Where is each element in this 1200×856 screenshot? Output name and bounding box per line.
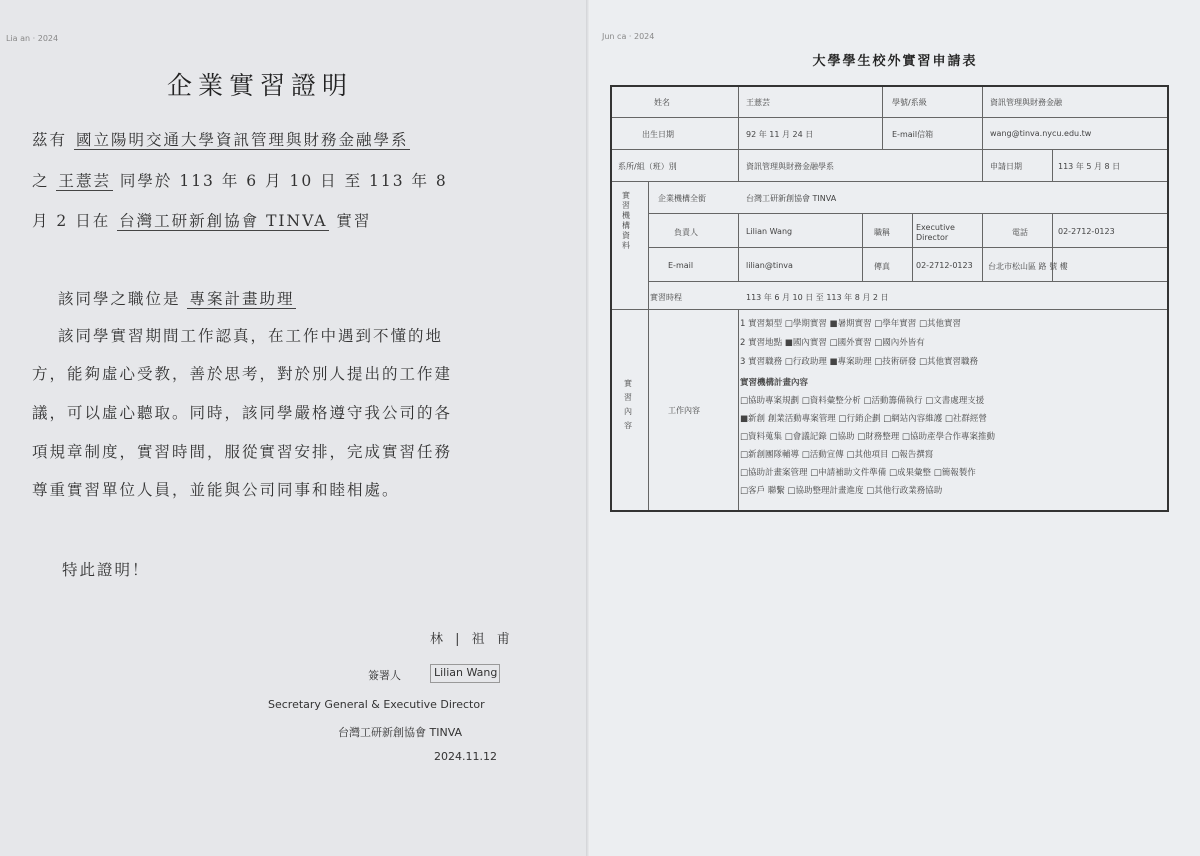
organization-name: 台灣工研新創協會 TINVA [119,212,328,230]
body-line-6: 方，能夠虛心受教，善於思考，對於別人提出的工作建 [32,365,453,383]
student-id-label: 學號/系級 [892,98,927,107]
text: 實習 [336,212,372,230]
email-label: E-mail信箱 [892,130,934,139]
content-item: □資料蒐集 □會議記錄 □協助 □財務整理 □協助產學合作專案推動 [740,432,995,442]
unit-section-label: 實習機構資料 [622,191,630,250]
content-item: □新創團隊輔導 □活動宣傳 □其他項目 □報告撰寫 [740,450,934,460]
certificate-page [0,0,590,856]
closing-text: 特此證明！ [62,561,150,579]
mail-label: E-mail [668,261,694,270]
dept-label: 系所/組（班）別 [618,162,677,171]
address-value: 台北市松山區 路 號 樓 [988,262,1068,271]
body-line-2 [32,169,502,191]
content-item: 2 實習地點 ■國內實習 □國外實習 □國內外皆有 [740,338,925,348]
body-line-5: 該同學實習期間工作認真，在工作中遇到不懂的地 [58,327,444,345]
birth-label: 出生日期 [642,130,674,139]
content-item: □客戶 聯繫 □協助整理計畫進度 □其他行政業務協助 [740,486,943,496]
corner-note: Jun ca · 2024 [602,32,655,41]
dept-value: 資訊管理與財務金融學系 [746,162,834,171]
org-label: 企業機構全銜 [658,194,706,203]
body-line-3 [32,209,502,231]
student-id-value: 資訊管理與財務金融 [990,98,1062,107]
text: 月 2 日在 [32,212,111,230]
signer-label: 簽署人 [368,669,401,682]
content-item: 實習機構計畫內容 [740,378,809,388]
signer-title: Secretary General & Executive Director [268,698,485,711]
signer-organization: 台灣工研新創協會 TINVA [338,726,463,739]
content-item: □協助專案規劃 □資料彙整分析 □活動籌備執行 □文書處理支援 [740,396,985,406]
school-name: 國立陽明交通大學資訊管理與財務金融學系 [75,131,409,149]
content-item: □協助計畫案管理 □申請補助文件準備 □成果彙整 □簡報製作 [740,468,976,478]
content-item: 3 實習職務 □行政助理 ■專案助理 □技術研發 □其他實習職務 [740,357,979,367]
apply-date-label: 申請日期 [990,162,1022,171]
contact-label: 負責人 [674,228,698,237]
signature-date: 2024.11.12 [434,750,497,763]
signer-name: Lilian Wang [434,666,498,679]
body-line-7: 議，可以虛心聽取。同時，該同學嚴格遵守我公司的各 [32,404,453,422]
text: 之 [32,172,50,190]
position-title: 專案計畫助理 [189,290,295,308]
form-title: 大學學生校外實習申請表 [812,54,978,69]
corner-note: Lia an · 2024 [6,34,59,43]
org-value: 台灣工研新創協會 TINVA [746,194,837,203]
content-item: 1 實習類型 □學期實習 ■暑期實習 □學年實習 □其他實習 [740,319,962,329]
body-line-9: 尊重實習單位人員，並能與公司同事和睦相處。 [32,481,400,499]
content-item: ■新創 創業活動專案管理 □行銷企劃 □網站內容維護 □社群經營 [740,414,987,424]
period-value: 113 年 6 月 10 日 至 113 年 8 月 2 日 [746,293,889,302]
content-section-label: 實習內容 [624,379,632,430]
internship-dates: 同學於 113 年 6 月 10 日 至 113 年 8 [119,172,448,190]
email-value: wang@tinva.nycu.edu.tw [990,129,1092,138]
body-line-8: 項規章制度，實習時間，服從實習安排，完成實習任務 [32,443,453,461]
phone-label: 電話 [1012,228,1028,237]
name-label: 姓名 [654,98,670,107]
application-form-page [590,0,1200,856]
text: 該同學之職位是 [58,290,181,308]
contact-value: Lilian Wang [746,227,793,236]
handwritten-signature: 林 | 祖 甫 [430,632,514,647]
ext-label: 傳真 [874,262,890,271]
phone-value: 02-2712-0123 [1058,227,1115,236]
ext-value: 02-2712-0123 [916,261,973,270]
mail-value: lilian@tinva [746,261,793,270]
body-line-1 [32,128,502,150]
student-name: 王薏芸 [58,172,111,190]
application-form-table [610,85,1169,512]
period-label: 實習時程 [650,293,682,302]
text: 茲有 [32,131,68,149]
name-value: 王薏芸 [746,98,770,107]
content-label: 工作內容 [668,406,700,415]
apply-date-value: 113 年 5 月 8 日 [1058,162,1121,171]
title-value: Executive Director [916,223,955,242]
body-line-4 [58,287,528,309]
title-label: 職稱 [874,228,890,237]
certificate-title: 企業實習證明 [166,71,353,100]
birth-value: 92 年 11 月 24 日 [746,130,814,139]
